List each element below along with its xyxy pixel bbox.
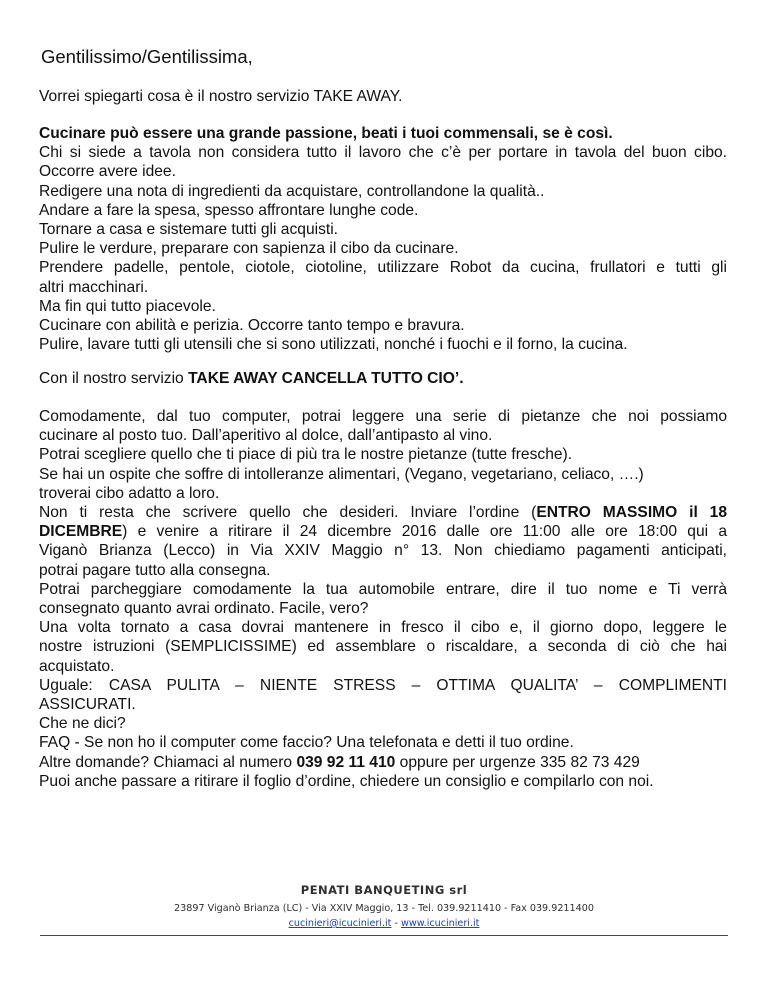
take-away-prefix: Con il nostro servizio: [39, 370, 189, 387]
text-line: potrai pagare tutto alla consegna.: [39, 561, 271, 579]
text-line: Viganò Brianza (Lecco) in Via XXIV Maggio n° 13. Non chiediamo pagamenti anticipati,: [39, 542, 727, 560]
paragraph-cooking: [39, 124, 727, 354]
text-line: FAQ - Se non ho il computer come faccio? Una telefonata e detti il tuo ordine.: [39, 734, 574, 752]
intro-line: [39, 87, 727, 106]
text-line: Occorre avere idee.: [39, 163, 176, 181]
text-line: Potrai parcheggiare comodamente la tua automobile entrare, dire il tuo nome e Ti verrà: [39, 580, 727, 598]
paragraph-heading: [39, 124, 727, 143]
text-line: Redigere una nota di ingredienti da acquistare, controllandone la qualità..: [39, 182, 545, 200]
paragraph-service: [39, 407, 727, 791]
text-line: ASSICURATI.: [39, 696, 136, 714]
greeting: Gentilissimo/Gentilissima,: [41, 46, 253, 67]
footer-divider: [40, 935, 728, 936]
text-line: Cucinare con abilità e perizia. Occorre tanto tempo e bravura.: [39, 317, 465, 335]
text-line: consegnato quanto avrai ordinato. Facile, vero?: [39, 600, 369, 618]
website-link[interactable]: www.icucinieri.it: [401, 918, 480, 929]
text-span: Altre domande? Chiamaci al numero: [39, 753, 297, 771]
text-line: Uguale: CASA PULITA – NIENTE STRESS – OTTIMA QUALITA’ – COMPLIMENTI: [39, 676, 727, 694]
text-line: Potrai scegliere quello che ti piace di più tra le nostre pietanze (tutte fresche).: [39, 446, 573, 464]
text-line: Che ne dici?: [39, 715, 126, 733]
company-address: 23897 Viganò Brianza (LC) - Via XXIV Maggio, 13 - Tel. 039.9211410 - Fax 039.9211400: [174, 903, 594, 914]
text-line: Ma fin qui tutto piacevole.: [39, 297, 216, 315]
text-span: Non ti resta che scrivere quello che desideri. Inviare l’ordine (: [39, 504, 537, 522]
email-link[interactable]: cucinieri@icucinieri.it: [288, 918, 392, 929]
phone-number: 039 92 11 410: [296, 753, 396, 771]
text-line: Tornare a casa e sistemare tutti gli acquisti.: [39, 221, 339, 239]
text-line: [39, 753, 727, 772]
text-line: altri macchinari.: [39, 278, 149, 296]
text-line: Una volta tornato a casa dovrai mantenere in fresco il cibo e, il giorno dopo, leggere le: [39, 619, 727, 637]
text-line: [39, 522, 727, 541]
text-line: [39, 503, 727, 522]
deadline-bold: DICEMBRE: [39, 523, 123, 541]
company-contacts: [0, 918, 768, 929]
text-line: acquistato.: [39, 657, 115, 675]
contact-separator: -: [391, 918, 401, 929]
text-line: Comodamente, dal tuo computer, potrai leggere una serie di pietanze che noi possiamo: [39, 408, 727, 425]
paragraph-take-away: [39, 369, 727, 388]
text-line: Andare a fare la spesa, spesso affrontare lunghe code.: [39, 201, 419, 219]
deadline-bold: ENTRO MASSIMO il 18: [536, 504, 727, 522]
text-line: Pulire le verdure, preparare con sapienza il cibo da cucinare.: [39, 240, 459, 258]
text-line: Pulire, lavare tutti gli utensili che si sono utilizzati, nonché i fuochi e il forno, la cucina.: [39, 336, 628, 354]
intro-text: Vorrei spiegarti cosa è il nostro servizio TAKE AWAY.: [39, 88, 403, 105]
text-line: Se hai un ospite che soffre di intolleranze alimentari, (Vegano, vegetariano, celiaco, ….): [39, 465, 644, 483]
text-line: nostre istruzioni (SEMPLICISSIME) ed assemblare o riscaldare, a seconda di ciò che hai: [39, 638, 727, 656]
text-span: oppure per urgenze 335 82 73 429: [395, 753, 640, 771]
text-line: cucinare al posto tuo. Dall’aperitivo al dolce, dall’antipasto al vino.: [39, 427, 493, 445]
text-line: Prendere padelle, pentole, ciotole, ciotoline, utilizzare Robot da cucina, frullatori e tutti gli: [39, 259, 727, 277]
text-line: Chi si siede a tavola non considera tutto il lavoro che c’è per portare in tavola del buon cibo.: [39, 144, 727, 162]
text-span: ) e venire a ritirare il 24 dicembre 2016 dalle ore 11:00 alle ore 18:00 qui a: [122, 523, 727, 541]
bold-heading: Cucinare può essere una grande passione, beati i tuoi commensali, se è così.: [39, 125, 613, 142]
company-name: PENATI BANQUETING srl: [300, 883, 468, 897]
take-away-bold: TAKE AWAY CANCELLA TUTTO CIO’.: [188, 370, 464, 387]
text-line: Puoi anche passare a ritirare il foglio d’ordine, chiedere un consiglio e compilarlo con noi.: [39, 772, 654, 790]
text-line: troverai cibo adatto a loro.: [39, 484, 220, 502]
